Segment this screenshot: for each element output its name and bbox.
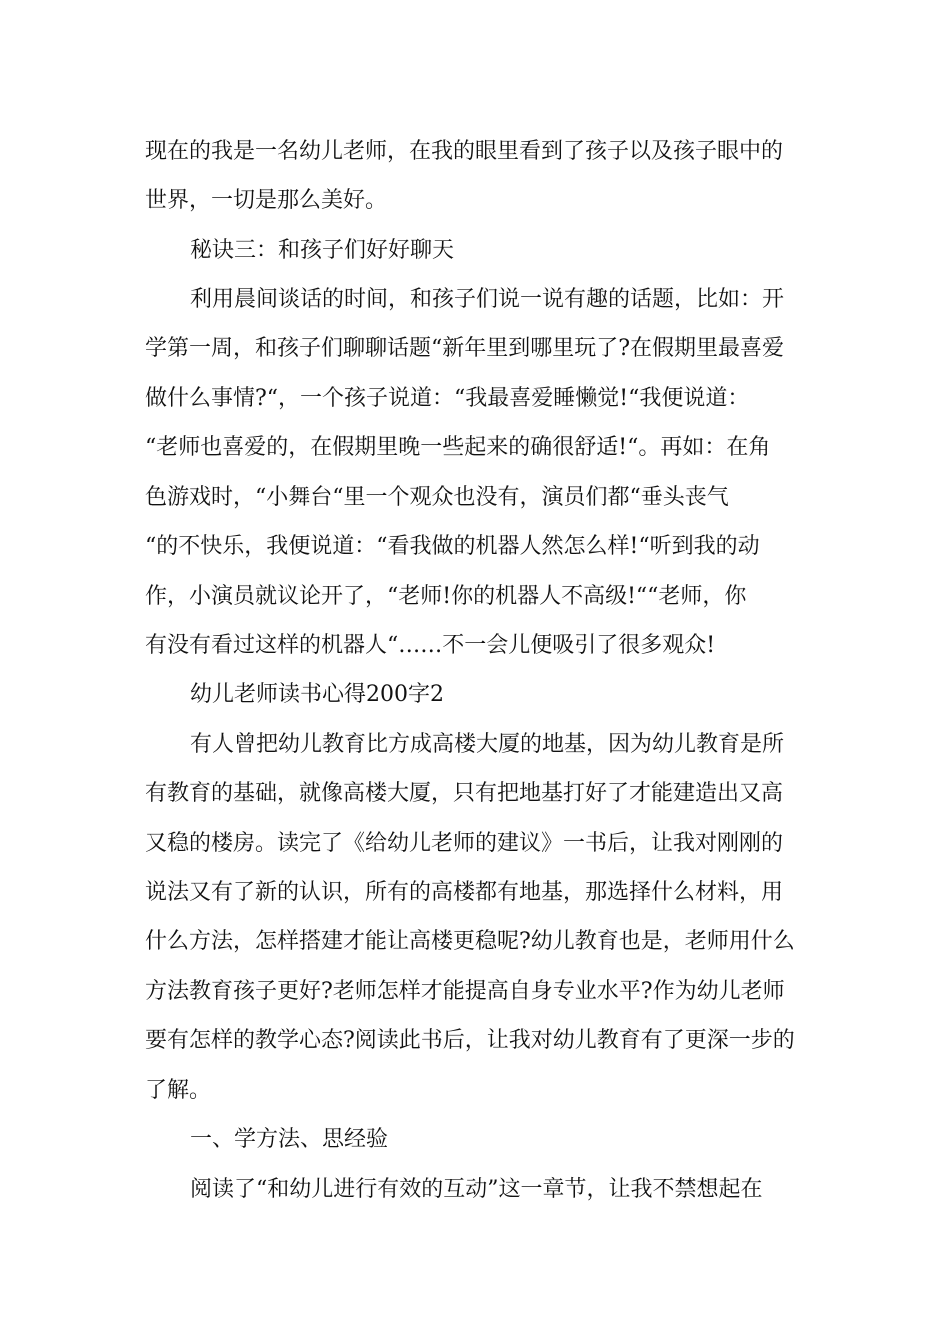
text-line: 什么方法，怎样搭建才能让高楼更稳呢?幼儿教育也是，老师用什么	[145, 929, 795, 954]
section-heading: 幼儿老师读书心得200字2	[190, 682, 444, 707]
text-line: 要有怎样的教学心态?阅读此书后，让我对幼儿教育有了更深一步的	[145, 1028, 795, 1053]
text-line: 有人曾把幼儿教育比方成高楼大厦的地基，因为幼儿教育是所	[190, 732, 785, 757]
text-line: 作，小演员就议论开了，“老师!你的机器人不高级!““老师，你	[145, 584, 747, 609]
text-line: “老师也喜爱的，在假期里晚一些起来的确很舒适!“。再如：在角	[145, 435, 771, 460]
text-line: 学第一周，和孩子们聊聊话题“新年里到哪里玩了?在假期里最喜爱	[145, 336, 785, 361]
text-line: 利用晨间谈话的时间，和孩子们说一说有趣的话题，比如：开	[190, 287, 785, 312]
section-heading: 一、学方法、思经验	[190, 1127, 389, 1152]
text-line: 了解。	[145, 1078, 212, 1103]
text-line: “的不快乐，我便说道：“看我做的机器人然怎么样!“听到我的动	[145, 534, 760, 559]
text-line: 说法又有了新的认识，所有的高楼都有地基，那选择什么材料，用	[145, 880, 784, 905]
text-line: 现在的我是一名幼儿老师，在我的眼里看到了孩子以及孩子眼中的	[145, 139, 784, 164]
text-line: 阅读了“和幼儿进行有效的互动”这一章节，让我不禁想起在	[190, 1177, 763, 1202]
text-line: 又稳的楼房。读完了《给幼儿老师的建议》一书后，让我对刚刚的	[145, 831, 784, 856]
text-line: 世界，一切是那么美好。	[145, 188, 388, 213]
text-line: 方法教育孩子更好?老师怎样才能提高自身专业水平?作为幼儿老师	[145, 979, 785, 1004]
text-line: 有教育的基础，就像高楼大厦，只有把地基打好了才能建造出又高	[145, 781, 784, 806]
text-line: 色游戏时，“小舞台“里一个观众也没有，演员们都“垂头丧气	[145, 485, 729, 510]
section-heading: 秘诀三：和孩子们好好聊天	[190, 238, 455, 263]
text-line: 做什么事情?“，一个孩子说道：“我最喜爱睡懒觉!“我便说道：	[145, 386, 750, 411]
text-line: 有没有看过这样的机器人“……不一会儿便吸引了很多观众!	[145, 633, 716, 658]
